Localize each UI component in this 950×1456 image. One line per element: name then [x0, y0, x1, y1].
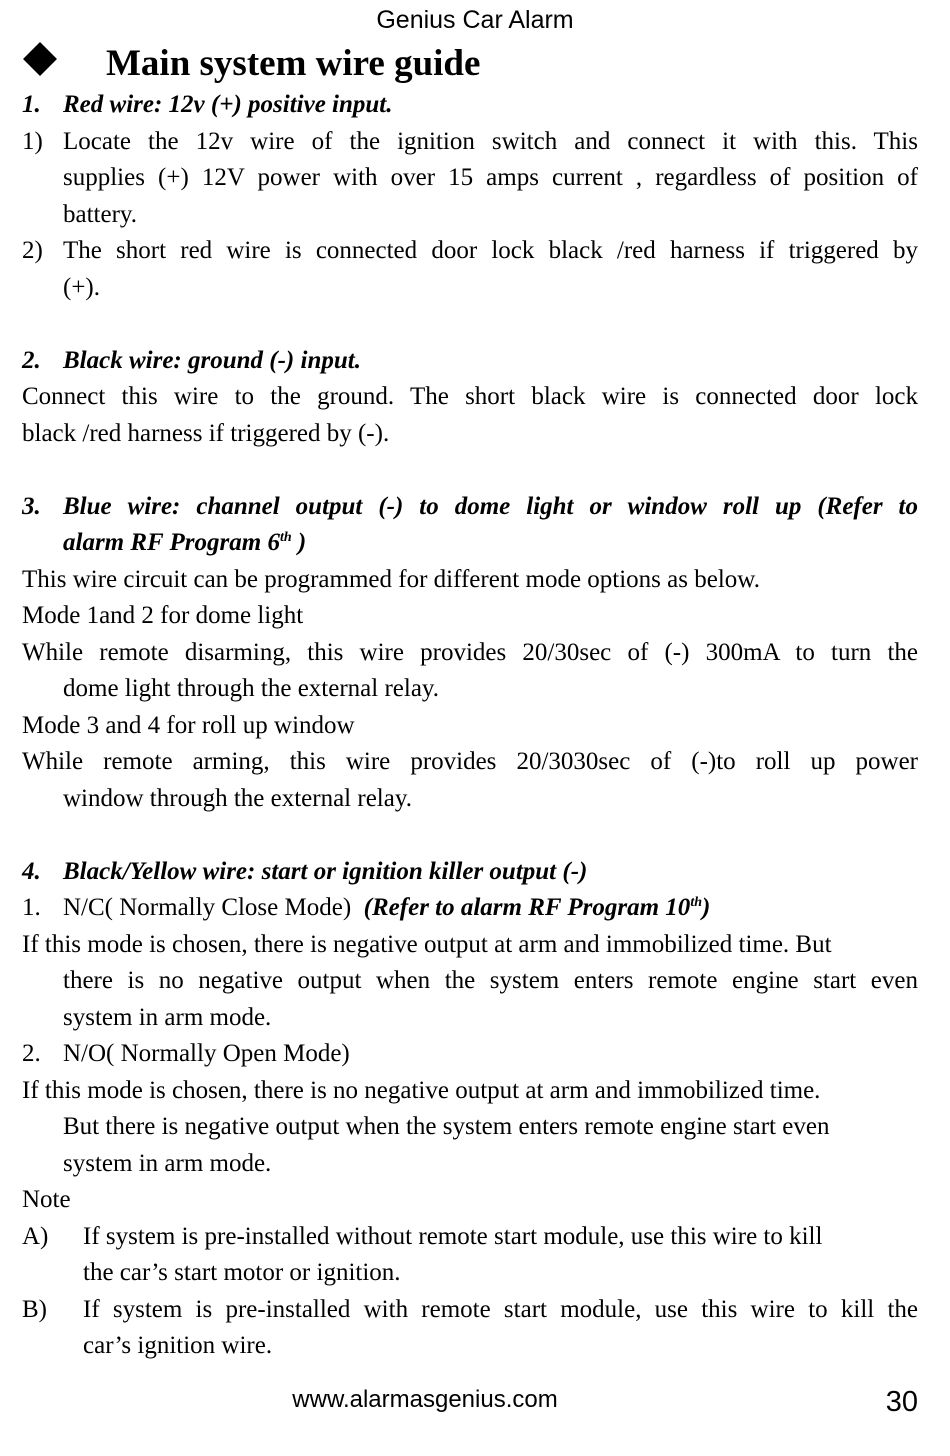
section-heading-text: Blue wire: channel output (-) to dome light or window roll up (Refer to	[63, 492, 918, 520]
paragraph-line: The short red wire is connected door lock black /red harness if triggered by	[63, 237, 918, 264]
footer-url: www.alarmasgenius.com	[292, 1386, 558, 1413]
section-heading-text: Black/Yellow wire: start or ignition killer output (-)	[63, 857, 588, 885]
section-heading-continuation	[22, 525, 918, 562]
paragraph-line: battery.	[63, 200, 138, 228]
paragraph-line: dome light through the external relay.	[63, 675, 440, 702]
section-number: 1.	[22, 91, 41, 118]
paragraph-line: window through the external relay.	[63, 784, 412, 812]
paragraph-line: While remote disarming, this wire provides 20/30sec of (-) 300mA to turn the	[22, 638, 918, 666]
paragraph-line: Mode 1and 2 for dome light	[22, 602, 304, 629]
list-marker: A)	[22, 1222, 49, 1250]
page-title: Main system wire guide	[106, 43, 481, 84]
paragraph-line: system in arm mode.	[63, 1003, 272, 1031]
list-marker: 2)	[22, 237, 43, 264]
section-1-heading	[22, 87, 918, 124]
section-heading-text: )	[291, 529, 307, 556]
paragraph-line: Mode 3 and 4 for roll up window	[22, 711, 355, 739]
list-marker: 1)	[22, 127, 43, 155]
section-3-heading	[22, 489, 918, 526]
paragraph-line: the car’s start motor or ignition.	[83, 1259, 401, 1286]
note-item	[22, 1219, 918, 1256]
paragraph-line: black /red harness if triggered by (-).	[22, 419, 390, 447]
section-number: 2.	[22, 346, 41, 374]
list-item	[22, 124, 918, 161]
superscript: th	[690, 895, 702, 910]
section-heading-text: Black wire: ground (-) input.	[63, 346, 361, 374]
paragraph-line: there is no negative output when the system enters remote engine start even	[63, 967, 918, 994]
paragraph-line: (+).	[63, 273, 100, 301]
page-number: 30	[885, 1386, 918, 1418]
section-4-heading	[22, 854, 918, 891]
paragraph-line: While remote arming, this wire provides 20/3030sec of (-)to roll up power	[22, 748, 918, 775]
paragraph-line: If this mode is chosen, there is negative output at arm and immobilized time. But	[22, 930, 832, 958]
paragraph-line: Locate the 12v wire of the ignition switch and connect it with this. This	[63, 127, 918, 155]
document-body	[22, 87, 918, 1365]
paragraph-line: Connect this wire to the ground. The short black wire is connected door lock	[22, 383, 918, 410]
program-reference: (Refer to alarm RF Program 10	[363, 894, 691, 921]
paragraph-line: supplies (+) 12V power with over 15 amps current , regardless of position of	[63, 164, 918, 191]
list-item	[22, 233, 918, 270]
paragraph-line: If system is pre-installed with remote start module, use this wire to kill the	[83, 1295, 918, 1323]
note-item	[22, 1292, 918, 1329]
diamond-bullet-icon	[23, 42, 57, 76]
spacer	[22, 817, 918, 854]
note-label: Note	[22, 1186, 71, 1213]
running-header: Genius Car Alarm	[376, 6, 574, 34]
paragraph-line: This wire circuit can be programmed for different mode options as below.	[22, 565, 760, 593]
paragraph-line: If this mode is chosen, there is no negative output at arm and immobilized time.	[22, 1076, 821, 1104]
list-marker: 2.	[22, 1040, 41, 1067]
section-2-heading	[22, 343, 918, 380]
paragraph-line: If system is pre-installed without remote start module, use this wire to kill	[83, 1222, 823, 1250]
section-heading-text: Red wire: 12v (+) positive input.	[63, 91, 393, 118]
mode-1-heading	[22, 890, 918, 927]
section-heading-text: alarm RF Program 6	[63, 529, 280, 556]
program-reference-end: )	[702, 894, 711, 921]
mode-label: N/O( Normally Open Mode)	[63, 1040, 350, 1067]
spacer	[22, 306, 918, 343]
superscript: th	[279, 530, 292, 545]
paragraph-line: But there is negative output when the system enters remote engine start even	[63, 1113, 830, 1140]
spacer	[22, 452, 918, 489]
list-marker: 1.	[22, 894, 41, 921]
section-number: 4.	[22, 857, 41, 885]
section-number: 3.	[22, 492, 41, 520]
paragraph-line: system in arm mode.	[63, 1149, 272, 1177]
list-marker: B)	[22, 1295, 47, 1323]
paragraph-line: car’s ignition wire.	[83, 1332, 273, 1359]
mode-2-heading	[22, 1036, 918, 1073]
mode-label: N/C( Normally Close Mode)	[63, 894, 352, 921]
